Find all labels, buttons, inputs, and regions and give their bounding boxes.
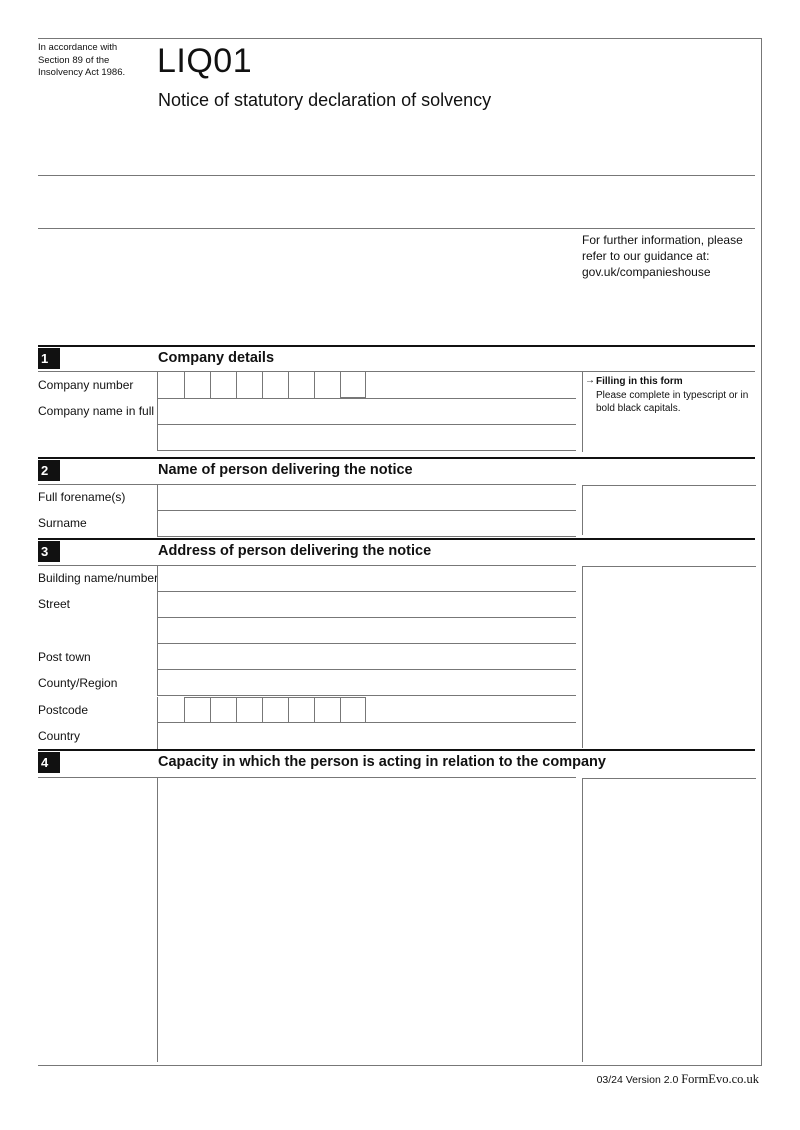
street-input-line-1[interactable] (157, 592, 576, 618)
section-4-title: Capacity in which the person is acting in relation to the company (158, 754, 606, 770)
building-label: Building name/number (38, 571, 159, 585)
postcode-box[interactable] (262, 697, 288, 723)
street-label: Street (38, 597, 71, 611)
postcode-box[interactable] (288, 697, 314, 723)
section-4-side-panel (582, 778, 756, 1062)
post-town-label: Post town (38, 650, 91, 664)
company-number-box[interactable] (288, 372, 314, 398)
version-text: 03/24 Version 2.0 (596, 1074, 679, 1086)
header-divider-2 (38, 228, 755, 229)
brand-text: FormEvo.co.uk (681, 1072, 759, 1086)
section-2-side-panel (582, 485, 756, 535)
section-1-number: 1 (38, 348, 60, 369)
company-number-box[interactable] (262, 372, 288, 398)
section-1-title: Company details (158, 350, 275, 366)
company-number-box[interactable] (210, 372, 236, 398)
company-number-box[interactable] (236, 372, 262, 398)
building-input[interactable] (157, 566, 576, 592)
section-4-rule (38, 749, 755, 751)
forename-label: Full forename(s) (38, 490, 126, 504)
postcode-box[interactable] (340, 697, 366, 723)
bottom-border (38, 1065, 761, 1066)
county-label: County/Region (38, 676, 118, 690)
section-1-rule (38, 345, 755, 347)
section-2-rule (38, 457, 755, 459)
post-town-input[interactable] (157, 644, 576, 670)
header-divider-1 (38, 175, 755, 176)
company-number-label: Company number (38, 378, 134, 392)
capacity-textarea[interactable] (157, 778, 576, 1062)
company-name-label: Company name in full (38, 404, 155, 418)
postcode-box[interactable] (314, 697, 340, 723)
postcode-box[interactable] (210, 697, 236, 723)
section-4-number: 4 (38, 752, 60, 773)
legal-note: In accordance with Section 89 of the Insolvency Act 1986. (38, 42, 126, 78)
postcode-box[interactable] (236, 697, 262, 723)
further-info: For further information, please refer to our guidance at: gov.uk/companieshouse (582, 233, 743, 279)
company-number-box[interactable] (184, 372, 210, 398)
surname-input[interactable] (157, 511, 576, 537)
company-number-box[interactable] (157, 372, 183, 398)
postcode-box[interactable] (184, 697, 210, 723)
company-number-box[interactable] (340, 372, 366, 398)
company-number-box[interactable] (314, 372, 340, 398)
section-3-side-panel (582, 566, 756, 748)
right-border (761, 38, 762, 1066)
company-name-input-line-2[interactable] (157, 425, 576, 451)
postcode-box[interactable] (157, 697, 183, 723)
arrow-right-icon: → (585, 375, 595, 386)
surname-label: Surname (38, 516, 87, 530)
section-3-rule (38, 538, 755, 540)
company-name-input-line-1[interactable] (157, 399, 576, 425)
filling-note (582, 372, 756, 452)
section-2-number: 2 (38, 460, 60, 481)
section-3-title: Address of person delivering the notice (158, 543, 432, 559)
street-input-line-2[interactable] (157, 618, 576, 644)
section-2-title: Name of person delivering the notice (158, 462, 413, 478)
filling-note-heading: Filling in this form (596, 376, 683, 387)
form-title: Notice of statutory declaration of solvency (158, 90, 492, 110)
county-input[interactable] (157, 670, 576, 696)
forename-input[interactable] (157, 485, 576, 511)
top-border (38, 38, 761, 39)
postcode-label: Postcode (38, 703, 89, 717)
filling-note-body: Please complete in typescript or in bold black capitals. (596, 390, 749, 414)
footer (597, 1072, 759, 1087)
section-3-number: 3 (38, 541, 60, 562)
form-code: LIQ01 (157, 42, 253, 80)
country-input[interactable] (157, 723, 576, 749)
country-label: Country (38, 729, 81, 743)
